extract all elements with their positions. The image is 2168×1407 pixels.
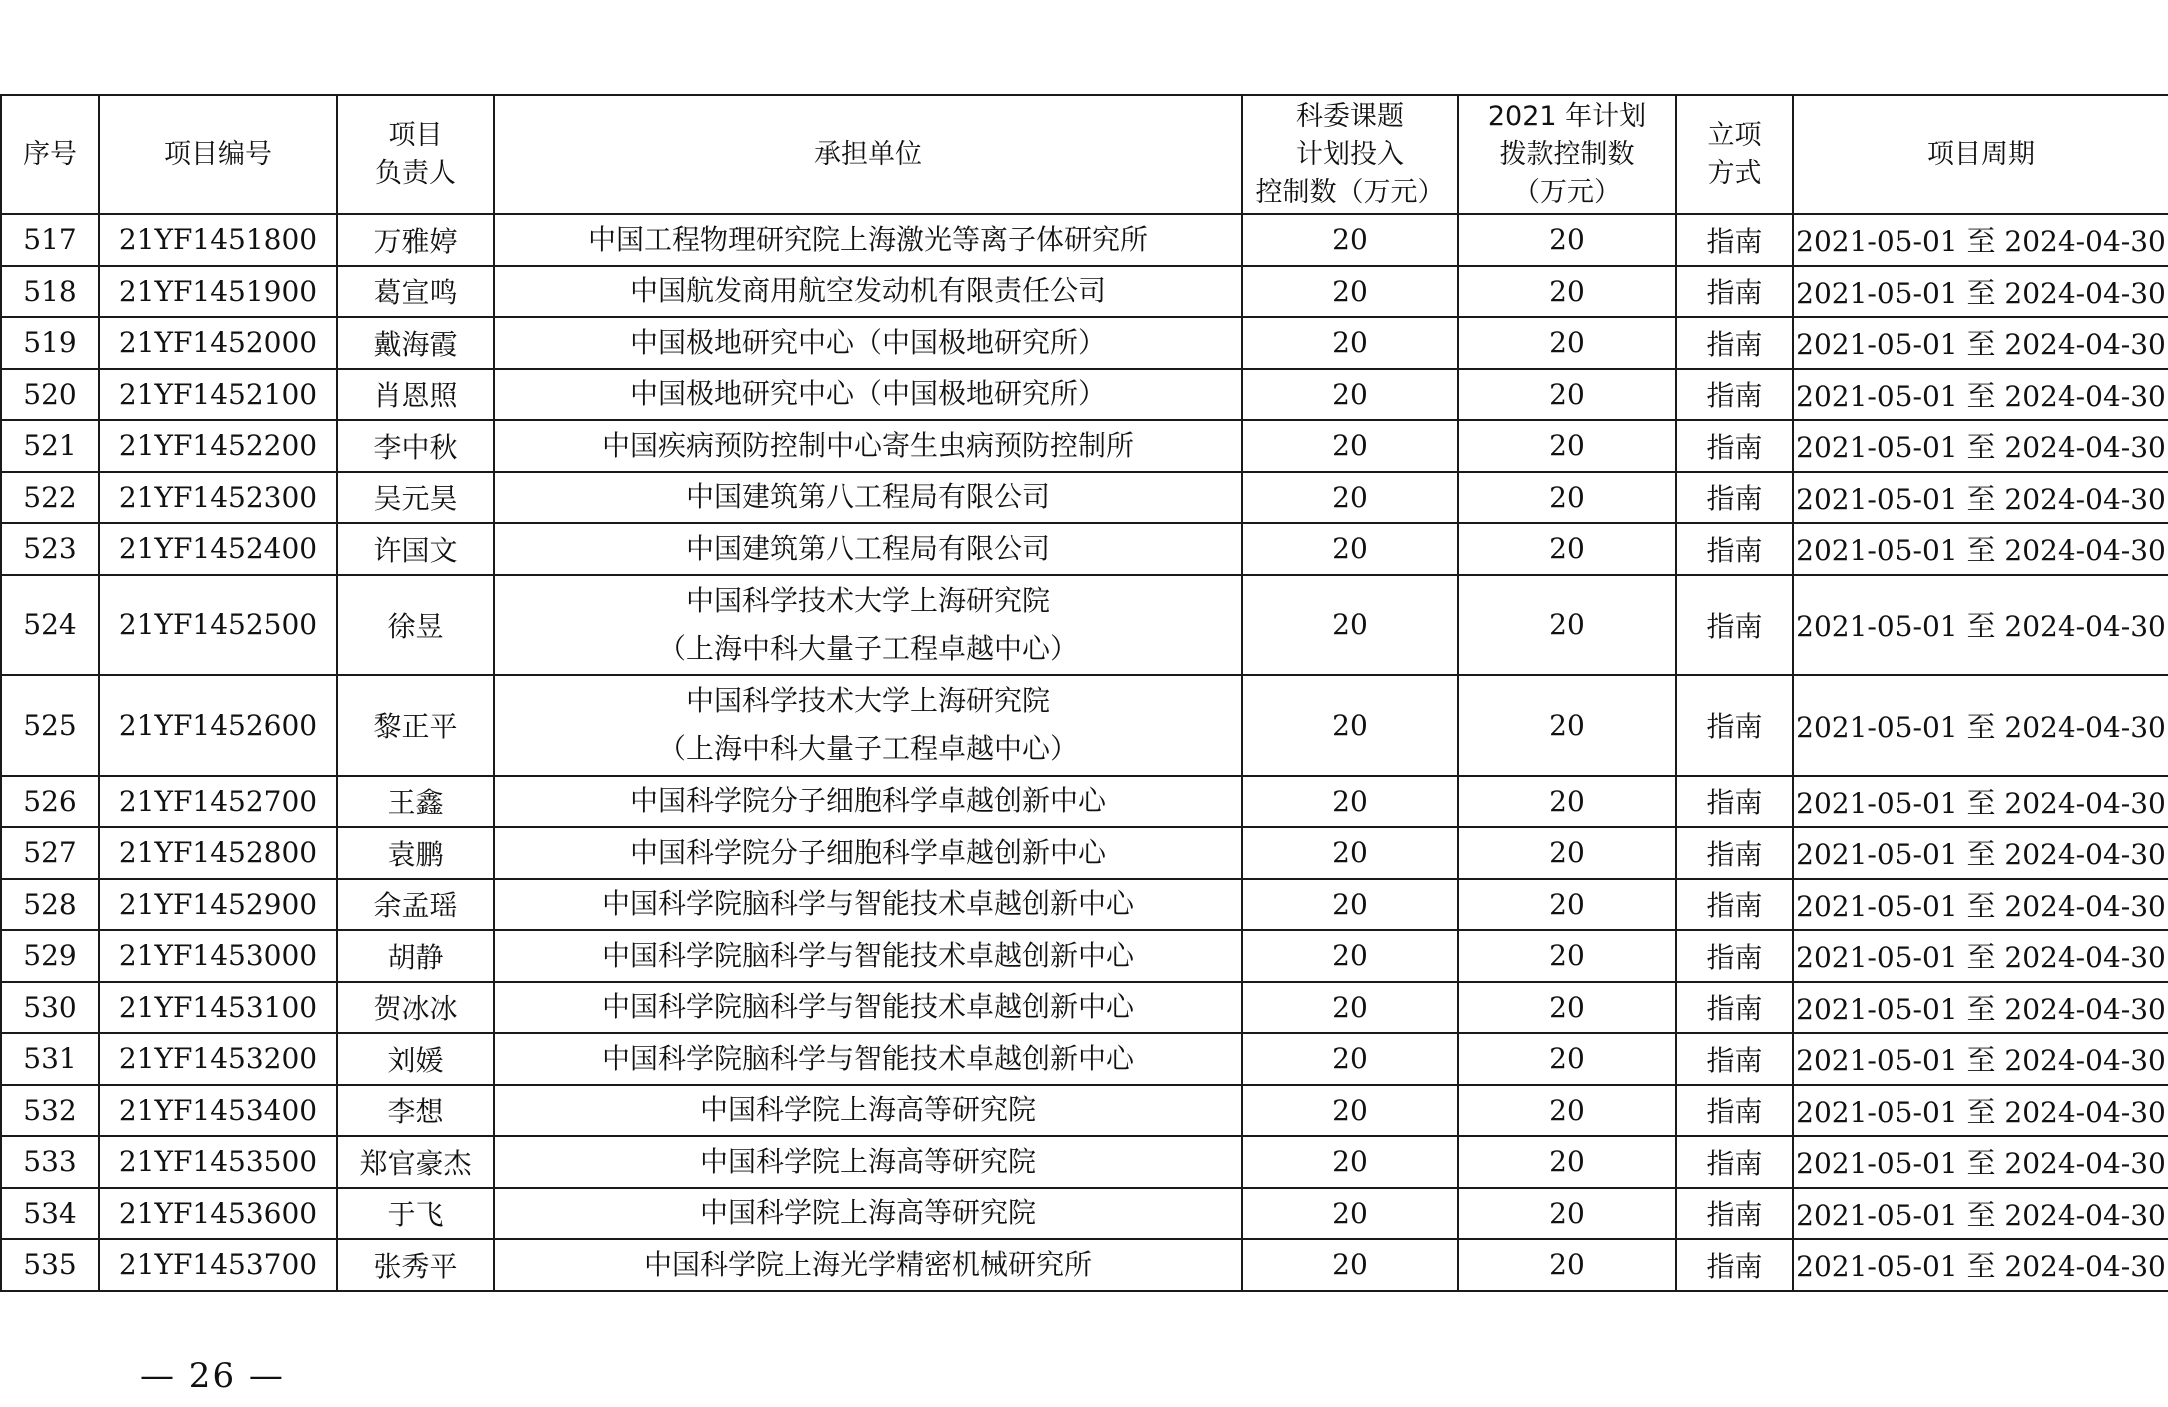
period-start: 2021-05-01 — [1796, 225, 1958, 259]
project-code-cell: 21YF1453000 — [99, 930, 337, 982]
period-start: 2021-05-01 — [1796, 992, 1958, 1026]
header-method-line: 方式 — [1707, 157, 1762, 189]
unit-line: 中国工程物理研究院上海激光等离子体研究所 — [587, 222, 1148, 256]
period-cell — [1793, 1033, 2168, 1085]
period-end: 2024-04-30 — [2004, 710, 2166, 744]
table-row — [1, 420, 2168, 472]
period-separator: 至 — [1966, 888, 1996, 923]
period-end: 2024-04-30 — [2004, 431, 2166, 465]
seq-cell: 530 — [1, 982, 99, 1034]
method-cell: 指南 — [1676, 827, 1793, 879]
plan-investment-cell: 20 — [1242, 930, 1458, 982]
plan-investment-cell: 20 — [1242, 982, 1458, 1034]
budget-2021-cell: 20 — [1458, 1239, 1676, 1291]
method-cell: 指南 — [1676, 472, 1793, 524]
period-end: 2024-04-30 — [2004, 941, 2166, 975]
method-cell: 指南 — [1676, 1239, 1793, 1291]
period-cell — [1793, 1239, 2168, 1291]
period-cell — [1793, 675, 2168, 776]
budget-2021-cell: 20 — [1458, 266, 1676, 318]
period-start: 2021-05-01 — [1796, 610, 1958, 644]
budget-2021-cell: 20 — [1458, 420, 1676, 472]
unit-cell — [494, 776, 1242, 828]
unit-cell — [494, 879, 1242, 931]
period-separator: 至 — [1966, 1249, 1996, 1284]
table-row — [1, 214, 2168, 266]
method-cell: 指南 — [1676, 266, 1793, 318]
unit-cell — [494, 214, 1242, 266]
unit-line: 中国极地研究中心（中国极地研究所） — [629, 377, 1106, 411]
unit-line: 中国科学院上海高等研究院 — [699, 1196, 1036, 1230]
period-start: 2021-05-01 — [1796, 1250, 1958, 1284]
plan-investment-cell: 20 — [1242, 369, 1458, 421]
seq-cell: 521 — [1, 420, 99, 472]
unit-line: 中国疾病预防控制中心寄生虫病预防控制所 — [601, 428, 1134, 462]
unit-cell — [494, 472, 1242, 524]
unit-cell — [494, 1033, 1242, 1085]
header-seq: 序号 — [1, 95, 99, 214]
budget-2021-cell: 20 — [1458, 1085, 1676, 1137]
leader-cell: 刘媛 — [337, 1033, 494, 1085]
unit-cell — [494, 1085, 1242, 1137]
period-end: 2024-04-30 — [2004, 992, 2166, 1026]
unit-cell — [494, 827, 1242, 879]
unit-line: 中国科学院上海高等研究院 — [699, 1144, 1036, 1178]
period-start: 2021-05-01 — [1796, 838, 1958, 872]
unit-cell — [494, 930, 1242, 982]
unit-line: 中国建筑第八工程局有限公司 — [685, 480, 1050, 514]
period-start: 2021-05-01 — [1796, 431, 1958, 465]
seq-cell: 522 — [1, 472, 99, 524]
period-separator: 至 — [1966, 378, 1996, 413]
period-separator: 至 — [1966, 785, 1996, 820]
period-cell — [1793, 369, 2168, 421]
unit-cell — [494, 420, 1242, 472]
plan-investment-cell: 20 — [1242, 266, 1458, 318]
period-cell — [1793, 1085, 2168, 1137]
header-budget-line: 拨款控制数 — [1499, 138, 1635, 170]
method-cell: 指南 — [1676, 675, 1793, 776]
period-separator: 至 — [1966, 609, 1996, 644]
header-project-code: 项目编号 — [99, 95, 337, 214]
leader-cell: 戴海霞 — [337, 317, 494, 369]
unit-line: 中国科学院上海光学精密机械研究所 — [643, 1247, 1092, 1281]
period-start: 2021-05-01 — [1796, 941, 1958, 975]
unit-cell — [494, 1188, 1242, 1240]
unit-line: （上海中科大量子工程卓越中心） — [657, 631, 1078, 665]
project-code-cell: 21YF1452800 — [99, 827, 337, 879]
seq-cell: 518 — [1, 266, 99, 318]
seq-cell: 527 — [1, 827, 99, 879]
unit-cell — [494, 1136, 1242, 1188]
project-code-cell: 21YF1453400 — [99, 1085, 337, 1137]
header-budget-line: 2021 年计划 — [1487, 100, 1647, 132]
period-end: 2024-04-30 — [2004, 328, 2166, 362]
unit-line: 中国科学技术大学上海研究院 — [685, 583, 1050, 617]
leader-cell: 肖恩照 — [337, 369, 494, 421]
unit-cell — [494, 1239, 1242, 1291]
period-end: 2024-04-30 — [2004, 482, 2166, 516]
period-start: 2021-05-01 — [1796, 276, 1958, 310]
budget-2021-cell: 20 — [1458, 523, 1676, 575]
header-row — [1, 95, 2168, 214]
project-code-cell: 21YF1452100 — [99, 369, 337, 421]
period-separator: 至 — [1966, 991, 1996, 1026]
table-row — [1, 266, 2168, 318]
seq-cell: 534 — [1, 1188, 99, 1240]
plan-investment-cell: 20 — [1242, 1239, 1458, 1291]
plan-investment-cell: 20 — [1242, 420, 1458, 472]
header-leader-line: 负责人 — [375, 157, 456, 189]
period-separator: 至 — [1966, 1197, 1996, 1232]
table-row — [1, 675, 2168, 776]
method-cell: 指南 — [1676, 776, 1793, 828]
leader-cell: 郑官豪杰 — [337, 1136, 494, 1188]
header-method — [1676, 95, 1793, 214]
method-cell: 指南 — [1676, 523, 1793, 575]
method-cell: 指南 — [1676, 214, 1793, 266]
budget-2021-cell: 20 — [1458, 472, 1676, 524]
method-cell: 指南 — [1676, 982, 1793, 1034]
plan-investment-cell: 20 — [1242, 472, 1458, 524]
leader-cell: 于飞 — [337, 1188, 494, 1240]
period-separator: 至 — [1966, 1043, 1996, 1078]
period-start: 2021-05-01 — [1796, 1147, 1958, 1181]
method-cell: 指南 — [1676, 1033, 1793, 1085]
header-plan-line: 计划投入 — [1296, 138, 1404, 170]
unit-cell — [494, 523, 1242, 575]
unit-cell — [494, 675, 1242, 776]
period-end: 2024-04-30 — [2004, 610, 2166, 644]
budget-2021-cell: 20 — [1458, 827, 1676, 879]
project-code-cell: 21YF1452500 — [99, 575, 337, 676]
table-row — [1, 1188, 2168, 1240]
period-separator: 至 — [1966, 837, 1996, 872]
unit-line: 中国科学院脑科学与智能技术卓越创新中心 — [601, 1041, 1134, 1075]
seq-cell: 535 — [1, 1239, 99, 1291]
plan-investment-cell: 20 — [1242, 214, 1458, 266]
seq-cell: 531 — [1, 1033, 99, 1085]
period-separator: 至 — [1966, 1094, 1996, 1129]
project-code-cell: 21YF1452600 — [99, 675, 337, 776]
header-plan-line: 控制数（万元） — [1255, 176, 1445, 208]
unit-line: 中国科学院脑科学与智能技术卓越创新中心 — [601, 887, 1134, 921]
header-leader-line: 项目 — [388, 119, 443, 151]
period-start: 2021-05-01 — [1796, 482, 1958, 516]
leader-cell: 李中秋 — [337, 420, 494, 472]
period-end: 2024-04-30 — [2004, 889, 2166, 923]
plan-investment-cell: 20 — [1242, 776, 1458, 828]
leader-cell: 许国文 — [337, 523, 494, 575]
period-end: 2024-04-30 — [2004, 276, 2166, 310]
period-cell — [1793, 472, 2168, 524]
project-code-cell: 21YF1453700 — [99, 1239, 337, 1291]
project-code-cell: 21YF1453600 — [99, 1188, 337, 1240]
period-separator: 至 — [1966, 940, 1996, 975]
period-separator: 至 — [1966, 709, 1996, 744]
period-cell — [1793, 317, 2168, 369]
leader-cell: 胡静 — [337, 930, 494, 982]
project-code-cell: 21YF1453500 — [99, 1136, 337, 1188]
seq-cell: 524 — [1, 575, 99, 676]
period-end: 2024-04-30 — [2004, 1095, 2166, 1129]
plan-investment-cell: 20 — [1242, 575, 1458, 676]
period-start: 2021-05-01 — [1796, 710, 1958, 744]
plan-investment-cell: 20 — [1242, 879, 1458, 931]
method-cell: 指南 — [1676, 930, 1793, 982]
budget-2021-cell: 20 — [1458, 776, 1676, 828]
project-code-cell: 21YF1452300 — [99, 472, 337, 524]
leader-cell: 黎正平 — [337, 675, 494, 776]
unit-line: 中国极地研究中心（中国极地研究所） — [629, 325, 1106, 359]
table-row — [1, 369, 2168, 421]
period-end: 2024-04-30 — [2004, 1198, 2166, 1232]
unit-line: 中国科学院脑科学与智能技术卓越创新中心 — [601, 938, 1134, 972]
table-row — [1, 1033, 2168, 1085]
project-code-cell: 21YF1451900 — [99, 266, 337, 318]
budget-2021-cell: 20 — [1458, 879, 1676, 931]
period-cell — [1793, 930, 2168, 982]
budget-2021-cell: 20 — [1458, 214, 1676, 266]
period-start: 2021-05-01 — [1796, 534, 1958, 568]
unit-cell — [494, 369, 1242, 421]
method-cell: 指南 — [1676, 1188, 1793, 1240]
table-row — [1, 930, 2168, 982]
period-cell — [1793, 827, 2168, 879]
budget-2021-cell: 20 — [1458, 1136, 1676, 1188]
project-code-cell: 21YF1452700 — [99, 776, 337, 828]
unit-line: 中国科学院上海高等研究院 — [699, 1093, 1036, 1127]
budget-2021-cell: 20 — [1458, 369, 1676, 421]
period-cell — [1793, 982, 2168, 1034]
budget-2021-cell: 20 — [1458, 1188, 1676, 1240]
period-end: 2024-04-30 — [2004, 1044, 2166, 1078]
table-row — [1, 1136, 2168, 1188]
leader-cell: 吴元昊 — [337, 472, 494, 524]
period-cell — [1793, 879, 2168, 931]
table-row — [1, 879, 2168, 931]
budget-2021-cell: 20 — [1458, 982, 1676, 1034]
leader-cell: 王鑫 — [337, 776, 494, 828]
header-plan-line: 科委课题 — [1296, 100, 1404, 132]
method-cell: 指南 — [1676, 369, 1793, 421]
leader-cell: 余孟瑶 — [337, 879, 494, 931]
period-end: 2024-04-30 — [2004, 1250, 2166, 1284]
header-unit: 承担单位 — [494, 95, 1242, 214]
budget-2021-cell: 20 — [1458, 1033, 1676, 1085]
plan-investment-cell: 20 — [1242, 675, 1458, 776]
period-cell — [1793, 214, 2168, 266]
period-start: 2021-05-01 — [1796, 786, 1958, 820]
leader-cell: 徐昱 — [337, 575, 494, 676]
table-row — [1, 776, 2168, 828]
period-end: 2024-04-30 — [2004, 379, 2166, 413]
header-period: 项目周期 — [1793, 95, 2168, 214]
period-cell — [1793, 266, 2168, 318]
project-code-cell: 21YF1452400 — [99, 523, 337, 575]
seq-cell: 525 — [1, 675, 99, 776]
seq-cell: 526 — [1, 776, 99, 828]
method-cell: 指南 — [1676, 879, 1793, 931]
method-cell: 指南 — [1676, 1085, 1793, 1137]
unit-line: 中国科学院分子细胞科学卓越创新中心 — [629, 784, 1106, 818]
table-row — [1, 317, 2168, 369]
period-separator: 至 — [1966, 224, 1996, 259]
seq-cell: 532 — [1, 1085, 99, 1137]
seq-cell: 519 — [1, 317, 99, 369]
plan-investment-cell: 20 — [1242, 1136, 1458, 1188]
leader-cell: 李想 — [337, 1085, 494, 1137]
project-code-cell: 21YF1453100 — [99, 982, 337, 1034]
unit-cell — [494, 317, 1242, 369]
table-row — [1, 472, 2168, 524]
leader-cell: 万雅婷 — [337, 214, 494, 266]
period-separator: 至 — [1966, 430, 1996, 465]
budget-2021-cell: 20 — [1458, 575, 1676, 676]
period-cell — [1793, 575, 2168, 676]
seq-cell: 529 — [1, 930, 99, 982]
period-separator: 至 — [1966, 533, 1996, 568]
period-start: 2021-05-01 — [1796, 1095, 1958, 1129]
table-row — [1, 982, 2168, 1034]
budget-2021-cell: 20 — [1458, 675, 1676, 776]
method-cell: 指南 — [1676, 317, 1793, 369]
period-end: 2024-04-30 — [2004, 1147, 2166, 1181]
period-end: 2024-04-30 — [2004, 838, 2166, 872]
unit-line: 中国科学院分子细胞科学卓越创新中心 — [629, 835, 1106, 869]
period-separator: 至 — [1966, 481, 1996, 516]
plan-investment-cell: 20 — [1242, 523, 1458, 575]
header-leader — [337, 95, 494, 214]
table-row — [1, 523, 2168, 575]
period-end: 2024-04-30 — [2004, 225, 2166, 259]
project-code-cell: 21YF1453200 — [99, 1033, 337, 1085]
project-code-cell: 21YF1452000 — [99, 317, 337, 369]
unit-cell — [494, 266, 1242, 318]
unit-line: 中国科学院脑科学与智能技术卓越创新中心 — [601, 990, 1134, 1024]
header-2021-budget — [1458, 95, 1676, 214]
seq-cell: 533 — [1, 1136, 99, 1188]
period-separator: 至 — [1966, 275, 1996, 310]
project-table — [0, 94, 2168, 1292]
page-number: — 26 — — [140, 1356, 285, 1396]
period-cell — [1793, 523, 2168, 575]
period-separator: 至 — [1966, 1146, 1996, 1181]
table-row — [1, 827, 2168, 879]
method-cell: 指南 — [1676, 1136, 1793, 1188]
seq-cell: 520 — [1, 369, 99, 421]
method-cell: 指南 — [1676, 420, 1793, 472]
period-cell — [1793, 776, 2168, 828]
period-start: 2021-05-01 — [1796, 1044, 1958, 1078]
plan-investment-cell: 20 — [1242, 1085, 1458, 1137]
period-cell — [1793, 420, 2168, 472]
leader-cell: 袁鹏 — [337, 827, 494, 879]
budget-2021-cell: 20 — [1458, 317, 1676, 369]
table-row — [1, 1239, 2168, 1291]
plan-investment-cell: 20 — [1242, 317, 1458, 369]
leader-cell: 张秀平 — [337, 1239, 494, 1291]
plan-investment-cell: 20 — [1242, 827, 1458, 879]
leader-cell: 葛宣鸣 — [337, 266, 494, 318]
table-row — [1, 1085, 2168, 1137]
seq-cell: 517 — [1, 214, 99, 266]
period-cell — [1793, 1136, 2168, 1188]
header-method-line: 立项 — [1707, 119, 1762, 151]
project-code-cell: 21YF1452200 — [99, 420, 337, 472]
period-separator: 至 — [1966, 327, 1996, 362]
table-row — [1, 575, 2168, 676]
budget-2021-cell: 20 — [1458, 930, 1676, 982]
period-start: 2021-05-01 — [1796, 889, 1958, 923]
plan-investment-cell: 20 — [1242, 1188, 1458, 1240]
period-start: 2021-05-01 — [1796, 379, 1958, 413]
seq-cell: 528 — [1, 879, 99, 931]
method-cell: 指南 — [1676, 575, 1793, 676]
table-body — [1, 214, 2168, 1291]
project-code-cell: 21YF1451800 — [99, 214, 337, 266]
header-budget-line: （万元） — [1513, 176, 1621, 208]
project-code-cell: 21YF1452900 — [99, 879, 337, 931]
period-start: 2021-05-01 — [1796, 328, 1958, 362]
unit-cell — [494, 982, 1242, 1034]
unit-line: （上海中科大量子工程卓越中心） — [657, 732, 1078, 766]
period-end: 2024-04-30 — [2004, 786, 2166, 820]
period-start: 2021-05-01 — [1796, 1198, 1958, 1232]
unit-line: 中国航发商用航空发动机有限责任公司 — [629, 274, 1106, 308]
unit-line: 中国建筑第八工程局有限公司 — [685, 531, 1050, 565]
seq-cell: 523 — [1, 523, 99, 575]
unit-cell — [494, 575, 1242, 676]
unit-line: 中国科学技术大学上海研究院 — [685, 684, 1050, 718]
leader-cell: 贺冰冰 — [337, 982, 494, 1034]
plan-investment-cell: 20 — [1242, 1033, 1458, 1085]
header-plan-investment — [1242, 95, 1458, 214]
period-cell — [1793, 1188, 2168, 1240]
period-end: 2024-04-30 — [2004, 534, 2166, 568]
